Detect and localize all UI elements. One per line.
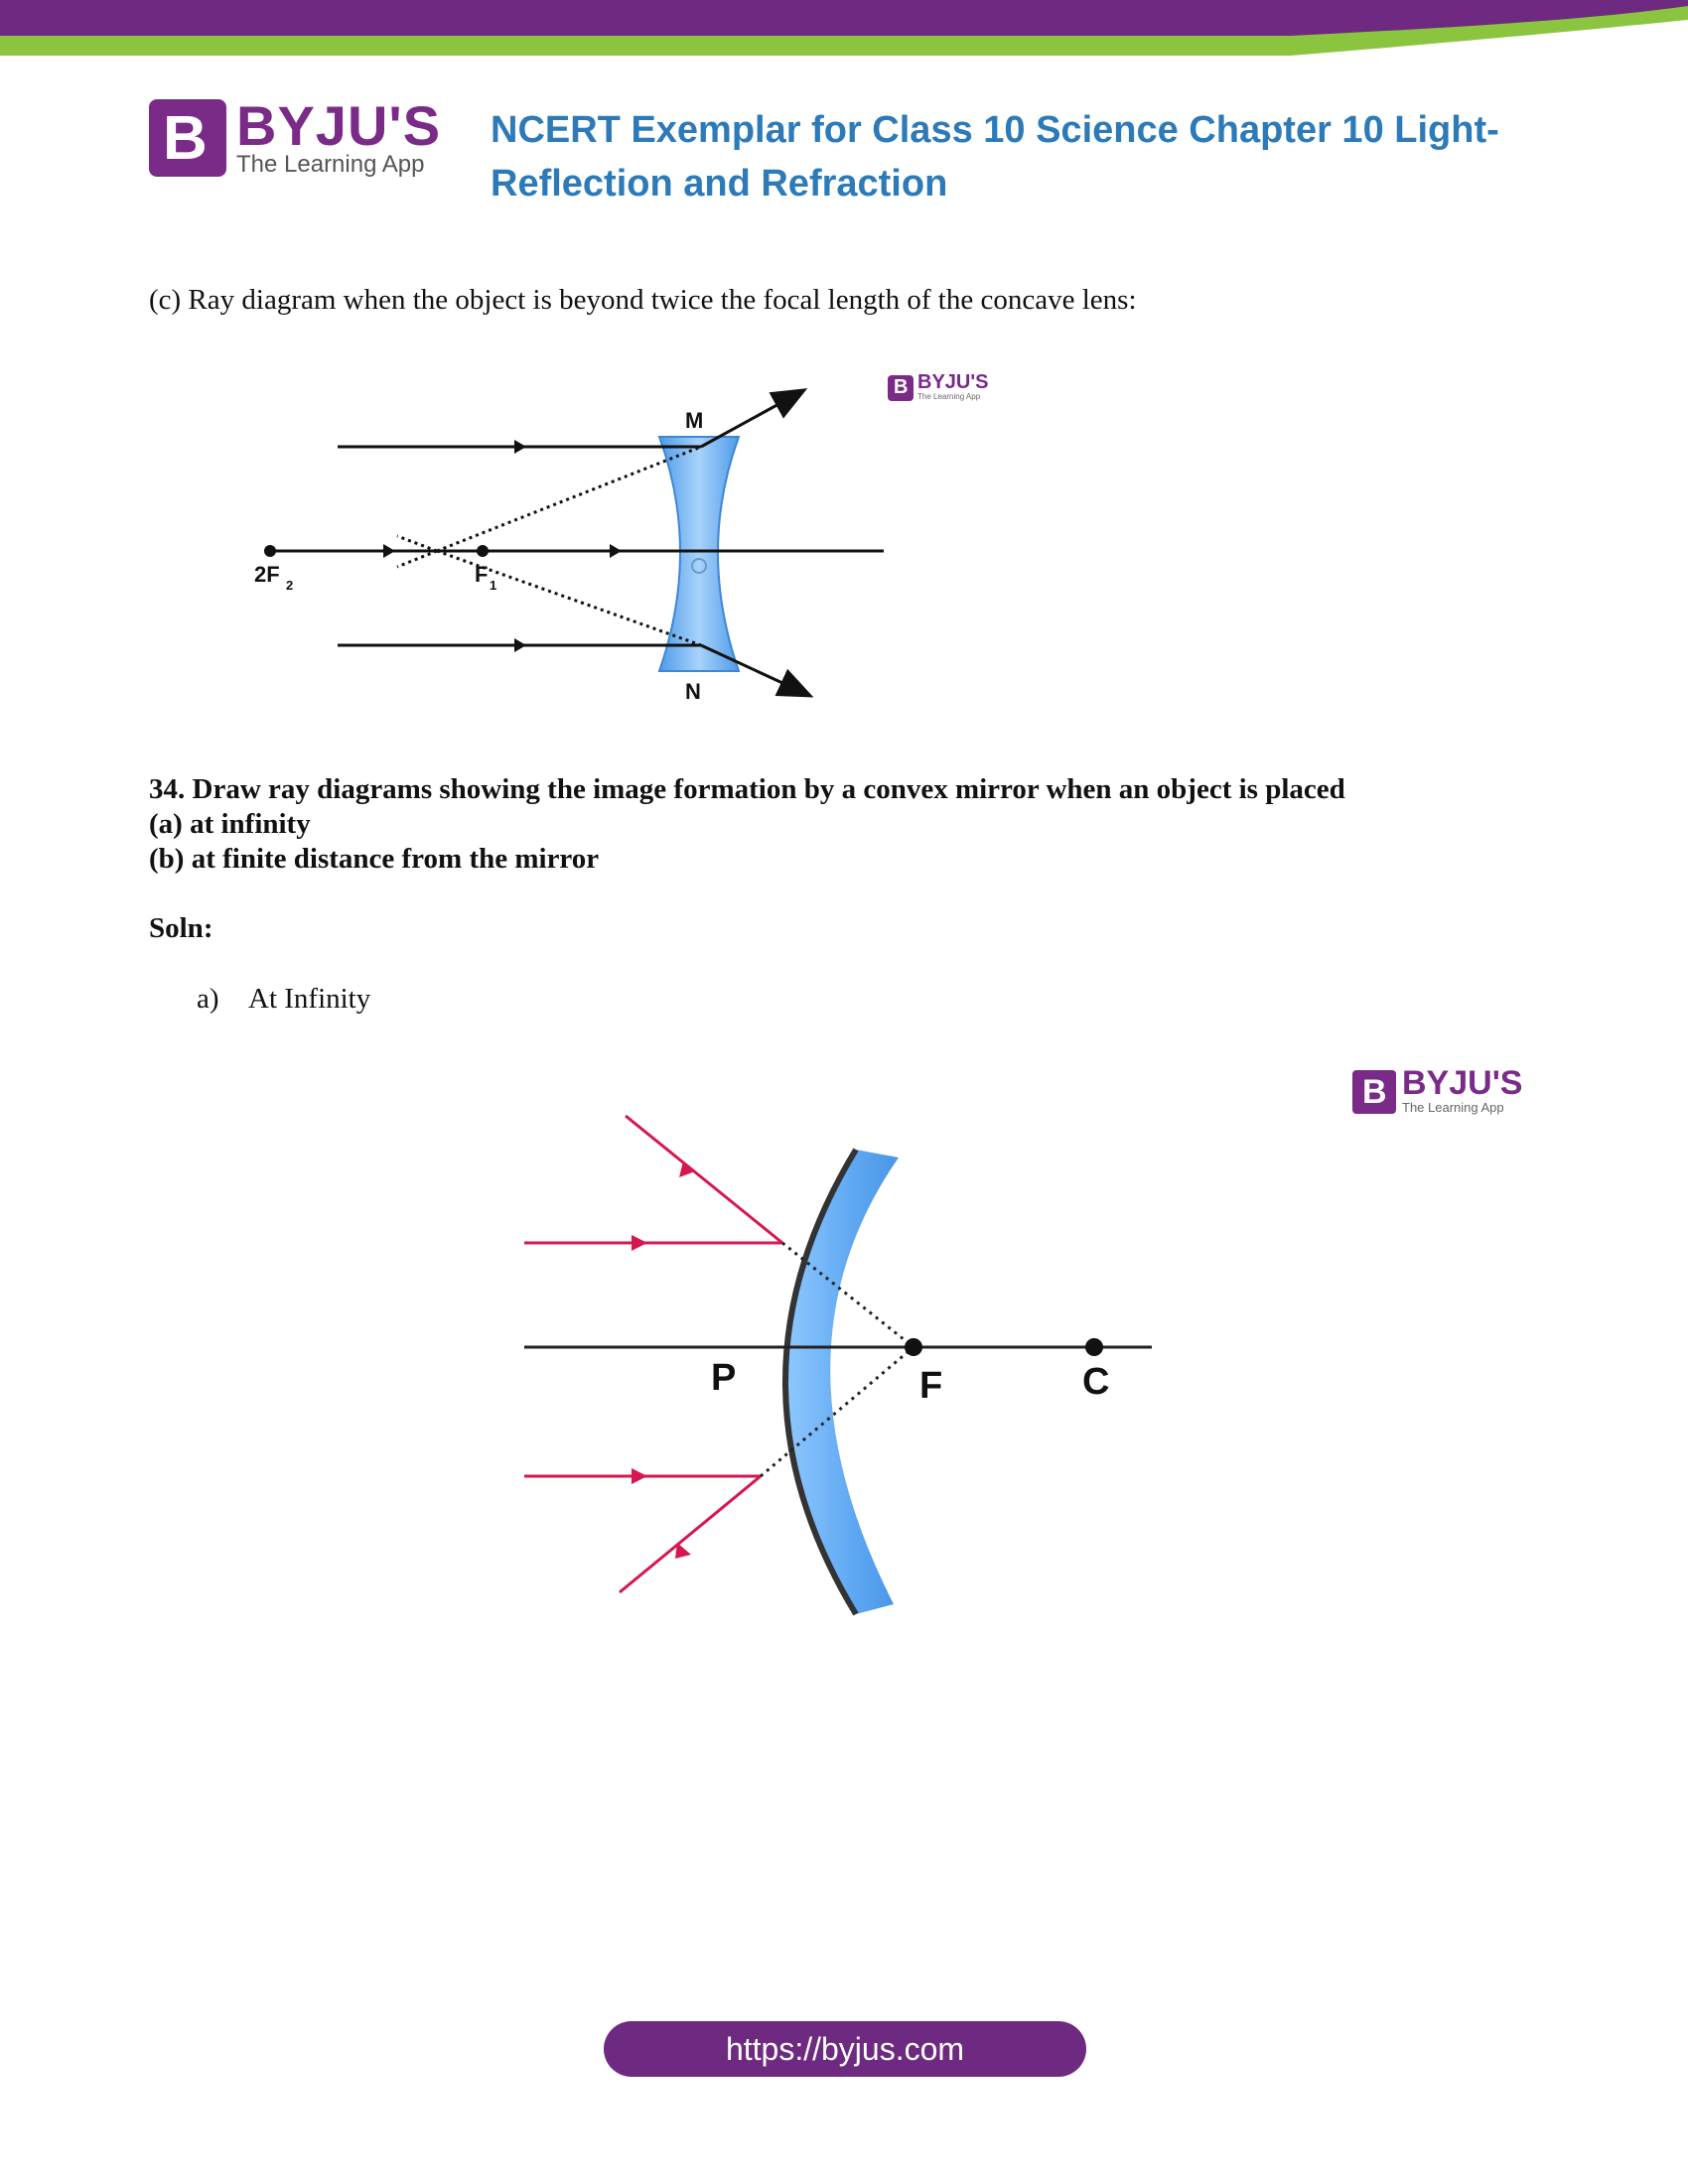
virtual-ray-top bbox=[437, 447, 701, 551]
point-f1 bbox=[477, 545, 489, 557]
label-f1-subscript: 1 bbox=[490, 578, 497, 593]
virtual-ray-bottom-ext bbox=[397, 536, 437, 551]
label-f: F bbox=[919, 1365, 943, 1407]
byjus-logo bbox=[149, 94, 442, 181]
virtual-ray-top-ext bbox=[397, 551, 437, 567]
axis-arrowhead-1 bbox=[383, 544, 395, 558]
ray-arrowhead-incident-top bbox=[632, 1235, 647, 1251]
watermark-tagline: The Learning App bbox=[917, 392, 981, 401]
solution-label: Soln: bbox=[149, 912, 213, 944]
page-title bbox=[491, 103, 1543, 210]
part-a-marker: a) bbox=[197, 983, 219, 1015]
reflected-ray-top bbox=[626, 1116, 782, 1243]
ray-arrowhead-reflected-bottom bbox=[675, 1543, 691, 1559]
byjus-b-logo-icon: B bbox=[1352, 1070, 1396, 1114]
title-line-1: NCERT Exemplar for Class 10 Science Chapter 10 Light- bbox=[491, 109, 1499, 151]
watermark-name: BYJU'S bbox=[917, 371, 989, 393]
label-m: M bbox=[685, 408, 704, 433]
byjus-b-logo-icon: B bbox=[149, 99, 226, 177]
label-p: P bbox=[711, 1357, 737, 1399]
convex-mirror-ray-diagram bbox=[516, 1102, 1172, 1628]
watermark-tagline: The Learning App bbox=[1402, 1100, 1504, 1115]
reflected-ray-bottom bbox=[620, 1476, 761, 1592]
byjus-b-logo-icon: B bbox=[888, 375, 914, 401]
ray-arrowhead-top bbox=[514, 440, 526, 454]
centre-of-curvature-point bbox=[1085, 1338, 1103, 1356]
refracted-ray-top bbox=[701, 391, 802, 447]
watermark-large bbox=[1352, 1064, 1523, 1118]
label-f1: F bbox=[475, 562, 489, 587]
logo-name: BYJU'S bbox=[236, 94, 442, 157]
label-c: C bbox=[1082, 1361, 1110, 1403]
question-34-line-2: (a) at infinity bbox=[149, 808, 311, 840]
question-34-line-1: 34. Draw ray diagrams showing the image formation by a convex mirror when an object is placed bbox=[149, 773, 1345, 805]
ray-arrowhead-incident-bottom bbox=[632, 1468, 647, 1484]
label-2f-subscript: 2 bbox=[286, 578, 294, 593]
watermark-name: BYJU'S bbox=[1402, 1064, 1523, 1102]
focus-point bbox=[905, 1338, 922, 1356]
label-n: N bbox=[685, 679, 701, 704]
title-line-2: Reflection and Refraction bbox=[491, 163, 948, 205]
ray-arrowhead-bottom bbox=[514, 638, 526, 652]
point-2f2 bbox=[264, 545, 276, 557]
header-color-band bbox=[0, 0, 1688, 60]
concave-lens bbox=[659, 437, 739, 671]
axis-arrowhead-2 bbox=[610, 544, 622, 558]
convex-mirror bbox=[785, 1150, 899, 1614]
part-a-heading: At Infinity bbox=[248, 983, 371, 1015]
logo-tagline: The Learning App bbox=[236, 151, 425, 178]
concave-lens-ray-diagram bbox=[238, 377, 933, 715]
question-34-line-3: (b) at finite distance from the mirror bbox=[149, 843, 600, 875]
label-2f: 2F bbox=[254, 562, 280, 587]
part-c-caption: (c) Ray diagram when the object is beyond twice the focal length of the concave lens: bbox=[149, 284, 1137, 316]
footer-url-link[interactable]: https://byjus.com bbox=[604, 2021, 1086, 2077]
